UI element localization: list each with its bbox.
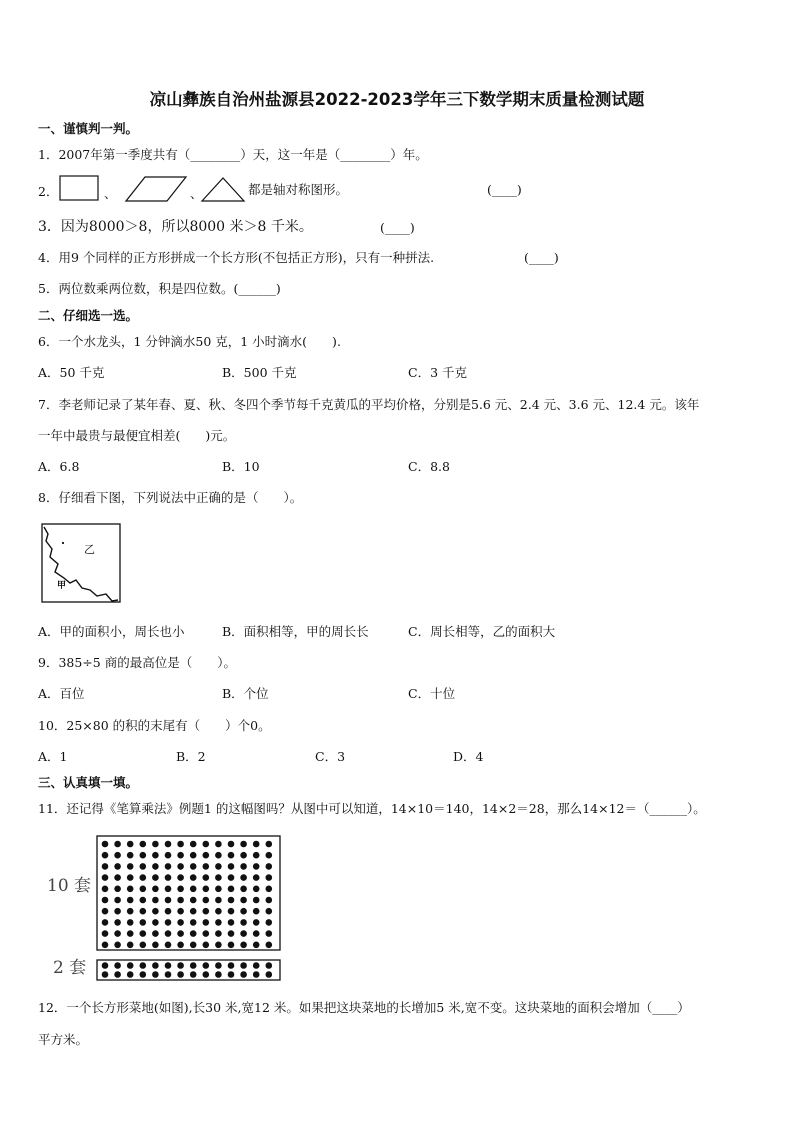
dot bbox=[152, 971, 159, 978]
dot bbox=[177, 971, 184, 978]
dot bbox=[152, 930, 159, 937]
question-9-option-b: B．个位 bbox=[222, 686, 269, 701]
dot bbox=[215, 897, 222, 904]
dot bbox=[253, 942, 260, 949]
question-12-line-2: 平方米。 bbox=[38, 1032, 89, 1047]
dot bbox=[266, 930, 273, 937]
dot bbox=[114, 852, 121, 859]
dot bbox=[266, 897, 273, 904]
dot bbox=[177, 863, 184, 870]
dot bbox=[165, 863, 172, 870]
dot bbox=[114, 886, 121, 893]
dot bbox=[102, 962, 109, 969]
dot bbox=[266, 886, 273, 893]
dot bbox=[152, 841, 159, 848]
dot bbox=[152, 942, 159, 949]
question-2-answer-blank: (____) bbox=[487, 182, 522, 197]
question-12-line-1: 12．一个长方形菜地(如图),长30 米,宽12 米。如果把这块菜地的长增加5 米,宽不变。这块菜地的面积会增加（____） bbox=[38, 1000, 690, 1015]
question-10-option-c: C．3 bbox=[315, 749, 346, 764]
dot bbox=[228, 971, 235, 978]
dot bbox=[177, 841, 184, 848]
dot bbox=[190, 942, 197, 949]
dot bbox=[102, 919, 109, 926]
dot bbox=[114, 942, 121, 949]
dot bbox=[177, 930, 184, 937]
dot bbox=[228, 841, 235, 848]
dot bbox=[152, 908, 159, 915]
dot bbox=[152, 886, 159, 893]
dot bbox=[165, 852, 172, 859]
dot bbox=[215, 942, 222, 949]
dot bbox=[253, 971, 260, 978]
dot bbox=[127, 942, 134, 949]
dot bbox=[266, 874, 273, 881]
dot bbox=[127, 971, 134, 978]
dot bbox=[266, 863, 273, 870]
question-10-option-d: D．4 bbox=[453, 749, 484, 764]
dot bbox=[190, 841, 197, 848]
dot bbox=[140, 841, 147, 848]
dot bbox=[240, 942, 247, 949]
dot bbox=[266, 841, 273, 848]
dot bbox=[228, 863, 235, 870]
dot bbox=[152, 962, 159, 969]
dot bbox=[140, 930, 147, 937]
dot bbox=[152, 863, 159, 870]
dot bbox=[102, 863, 109, 870]
dot bbox=[102, 886, 109, 893]
dot bbox=[165, 930, 172, 937]
dot bbox=[215, 863, 222, 870]
dot bbox=[240, 852, 247, 859]
dot bbox=[240, 897, 247, 904]
dot bbox=[228, 942, 235, 949]
dot bbox=[253, 863, 260, 870]
dot bbox=[127, 852, 134, 859]
dot bbox=[140, 942, 147, 949]
dot bbox=[102, 841, 109, 848]
question-8: 8．仔细看下图，下列说法中正确的是（ ）。 bbox=[38, 490, 303, 505]
dot bbox=[114, 863, 121, 870]
dot bbox=[228, 962, 235, 969]
question-8-option-b: B．面积相等，甲的周长长 bbox=[222, 624, 369, 639]
dot bbox=[240, 874, 247, 881]
dot bbox=[253, 930, 260, 937]
dot bbox=[215, 841, 222, 848]
dot bbox=[165, 908, 172, 915]
dot bbox=[190, 962, 197, 969]
dot bbox=[165, 841, 172, 848]
dot bbox=[228, 852, 235, 859]
dot bbox=[127, 962, 134, 969]
dot bbox=[266, 971, 273, 978]
dot bbox=[253, 908, 260, 915]
dot bbox=[266, 919, 273, 926]
question-7-line-2: 一年中最贵与最便宜相差( )元。 bbox=[38, 428, 236, 443]
dot bbox=[140, 962, 147, 969]
dot bbox=[190, 886, 197, 893]
dot bbox=[190, 852, 197, 859]
dot bbox=[177, 908, 184, 915]
dot bbox=[140, 908, 147, 915]
dot bbox=[190, 930, 197, 937]
question-9-option-c: C．十位 bbox=[408, 686, 456, 701]
dot bbox=[102, 874, 109, 881]
question-4: 4．用9 个同样的正方形拼成一个长方形(不包括正方形)，只有一种拼法. bbox=[38, 250, 435, 265]
dot bbox=[203, 942, 210, 949]
dot bbox=[114, 841, 121, 848]
dot bbox=[190, 874, 197, 881]
dot bbox=[152, 874, 159, 881]
dot bbox=[203, 962, 210, 969]
question-6-option-c: C．3 千克 bbox=[408, 365, 467, 380]
dot bbox=[140, 897, 147, 904]
question-6-option-a: A．50 千克 bbox=[38, 365, 105, 380]
dot bbox=[165, 962, 172, 969]
dot bbox=[127, 897, 134, 904]
question-10-option-a: A．1 bbox=[38, 749, 68, 764]
dot bbox=[203, 852, 210, 859]
region-yi-label: 乙 bbox=[84, 543, 95, 556]
dot bbox=[152, 852, 159, 859]
dot bbox=[228, 897, 235, 904]
dot bbox=[152, 919, 159, 926]
dot bbox=[140, 971, 147, 978]
dot bbox=[114, 874, 121, 881]
dot bbox=[127, 874, 134, 881]
dot bbox=[165, 874, 172, 881]
dot bbox=[127, 863, 134, 870]
dot bbox=[215, 874, 222, 881]
dot bbox=[140, 874, 147, 881]
dot bbox=[114, 930, 121, 937]
dot bbox=[253, 897, 260, 904]
dot bbox=[177, 852, 184, 859]
question-2-text: 都是轴对称图形。 bbox=[248, 182, 349, 197]
label-10-sets: 10 套 bbox=[47, 876, 92, 896]
question-7-option-a: A．6.8 bbox=[38, 459, 80, 474]
dot bbox=[140, 863, 147, 870]
dot bbox=[152, 897, 159, 904]
question-10-option-b: B．2 bbox=[176, 749, 206, 764]
dot bbox=[114, 908, 121, 915]
section-1-heading: 一、谨慎判一判。 bbox=[38, 121, 139, 136]
question-6: 6．一个水龙头，1 分钟滴水50 克，1 小时滴水( ). bbox=[38, 334, 341, 349]
question-8-option-c: C．周长相等，乙的面积大 bbox=[408, 624, 556, 639]
dot bbox=[140, 852, 147, 859]
dot bbox=[253, 962, 260, 969]
dot bbox=[266, 908, 273, 915]
question-7-option-b: B．10 bbox=[222, 459, 260, 474]
dot bbox=[266, 962, 273, 969]
dot bbox=[203, 919, 210, 926]
dot bbox=[215, 852, 222, 859]
dot bbox=[114, 897, 121, 904]
question-7-option-c: C．8.8 bbox=[408, 459, 450, 474]
dot bbox=[177, 897, 184, 904]
question-3: 3．因为8000＞8，所以8000 米＞8 千米。 bbox=[38, 219, 313, 235]
dot bbox=[114, 971, 121, 978]
dot bbox=[190, 919, 197, 926]
dot bbox=[203, 930, 210, 937]
dot bbox=[240, 930, 247, 937]
dot bbox=[140, 886, 147, 893]
dot bbox=[240, 971, 247, 978]
dot bbox=[177, 919, 184, 926]
question-2-separator-2: 、 bbox=[190, 186, 203, 201]
dot bbox=[165, 919, 172, 926]
dot bbox=[253, 886, 260, 893]
dot bbox=[127, 886, 134, 893]
dot bbox=[228, 919, 235, 926]
question-9-option-a: A．百位 bbox=[38, 686, 85, 701]
label-2-sets: 2 套 bbox=[53, 958, 87, 978]
dot bbox=[102, 930, 109, 937]
question-2-number: 2． bbox=[38, 184, 59, 199]
section-2-heading: 二、仔细选一选。 bbox=[38, 308, 139, 323]
dot bbox=[228, 930, 235, 937]
question-6-option-b: B．500 千克 bbox=[222, 365, 297, 380]
question-5: 5．两位数乘两位数，积是四位数。(______) bbox=[38, 281, 281, 296]
dot bbox=[114, 919, 121, 926]
question-4-answer-blank: (____) bbox=[524, 250, 559, 265]
dot bbox=[253, 874, 260, 881]
dot bbox=[240, 908, 247, 915]
page-title: 凉山彝族自治州盐源县2022-2023学年三下数学期末质量检测试题 bbox=[149, 90, 645, 109]
question-9: 9．385÷5 商的最高位是（ ）。 bbox=[38, 655, 236, 670]
dot bbox=[228, 886, 235, 893]
dot bbox=[215, 919, 222, 926]
dot bbox=[240, 886, 247, 893]
dot bbox=[102, 971, 109, 978]
dot bbox=[228, 874, 235, 881]
dot bbox=[165, 897, 172, 904]
dot bbox=[190, 971, 197, 978]
dot bbox=[102, 908, 109, 915]
dot bbox=[203, 908, 210, 915]
question-8-option-a: A．甲的面积小，周长也小 bbox=[38, 624, 185, 639]
region-jia-label: 甲 bbox=[57, 581, 67, 591]
question-3-answer-blank: (____) bbox=[380, 220, 415, 235]
dot bbox=[215, 930, 222, 937]
dot bbox=[240, 919, 247, 926]
question-2-separator-1: 、 bbox=[104, 186, 117, 201]
question-7-line-1: 7．李老师记录了某年春、夏、秋、冬四个季节每千克黄瓜的平均价格，分别是5.6 元、2.4 元、3.6 元、12.4 元。该年 bbox=[38, 397, 700, 412]
dot bbox=[266, 852, 273, 859]
dot bbox=[203, 886, 210, 893]
dot bbox=[165, 886, 172, 893]
dot bbox=[102, 852, 109, 859]
dot bbox=[240, 962, 247, 969]
question-10: 10．25×80 的积的末尾有（ ）个0。 bbox=[38, 718, 271, 733]
dot bbox=[240, 863, 247, 870]
dot bbox=[203, 841, 210, 848]
dot bbox=[253, 841, 260, 848]
dot bbox=[203, 897, 210, 904]
dot bbox=[102, 942, 109, 949]
dot bbox=[228, 908, 235, 915]
dot bbox=[190, 897, 197, 904]
dot bbox=[215, 908, 222, 915]
dot bbox=[203, 971, 210, 978]
dot bbox=[203, 863, 210, 870]
dot bbox=[140, 919, 147, 926]
section-3-heading: 三、认真填一填。 bbox=[38, 775, 139, 790]
dot bbox=[127, 908, 134, 915]
dot bbox=[215, 962, 222, 969]
dot bbox=[102, 897, 109, 904]
dot bbox=[190, 863, 197, 870]
dot bbox=[165, 971, 172, 978]
dot bbox=[215, 886, 222, 893]
dot bbox=[177, 874, 184, 881]
dot bbox=[177, 886, 184, 893]
dot bbox=[127, 930, 134, 937]
dot bbox=[127, 919, 134, 926]
dot bbox=[203, 874, 210, 881]
dot bbox=[190, 908, 197, 915]
dot bbox=[177, 962, 184, 969]
dot bbox=[253, 919, 260, 926]
dot bbox=[114, 962, 121, 969]
question-1: 1．2007年第一季度共有（________）天，这一年是（________）年。 bbox=[38, 147, 428, 162]
dot bbox=[240, 841, 247, 848]
question-11: 11．还记得《笔算乘法》例题1 的这幅图吗？从图中可以知道，14×10＝140，14×2＝28，那么14×12＝（______）。 bbox=[38, 801, 706, 816]
dot bbox=[215, 971, 222, 978]
dot bbox=[177, 942, 184, 949]
dot bbox=[266, 942, 273, 949]
dot bbox=[253, 852, 260, 859]
dot bbox=[165, 942, 172, 949]
dot bbox=[127, 841, 134, 848]
